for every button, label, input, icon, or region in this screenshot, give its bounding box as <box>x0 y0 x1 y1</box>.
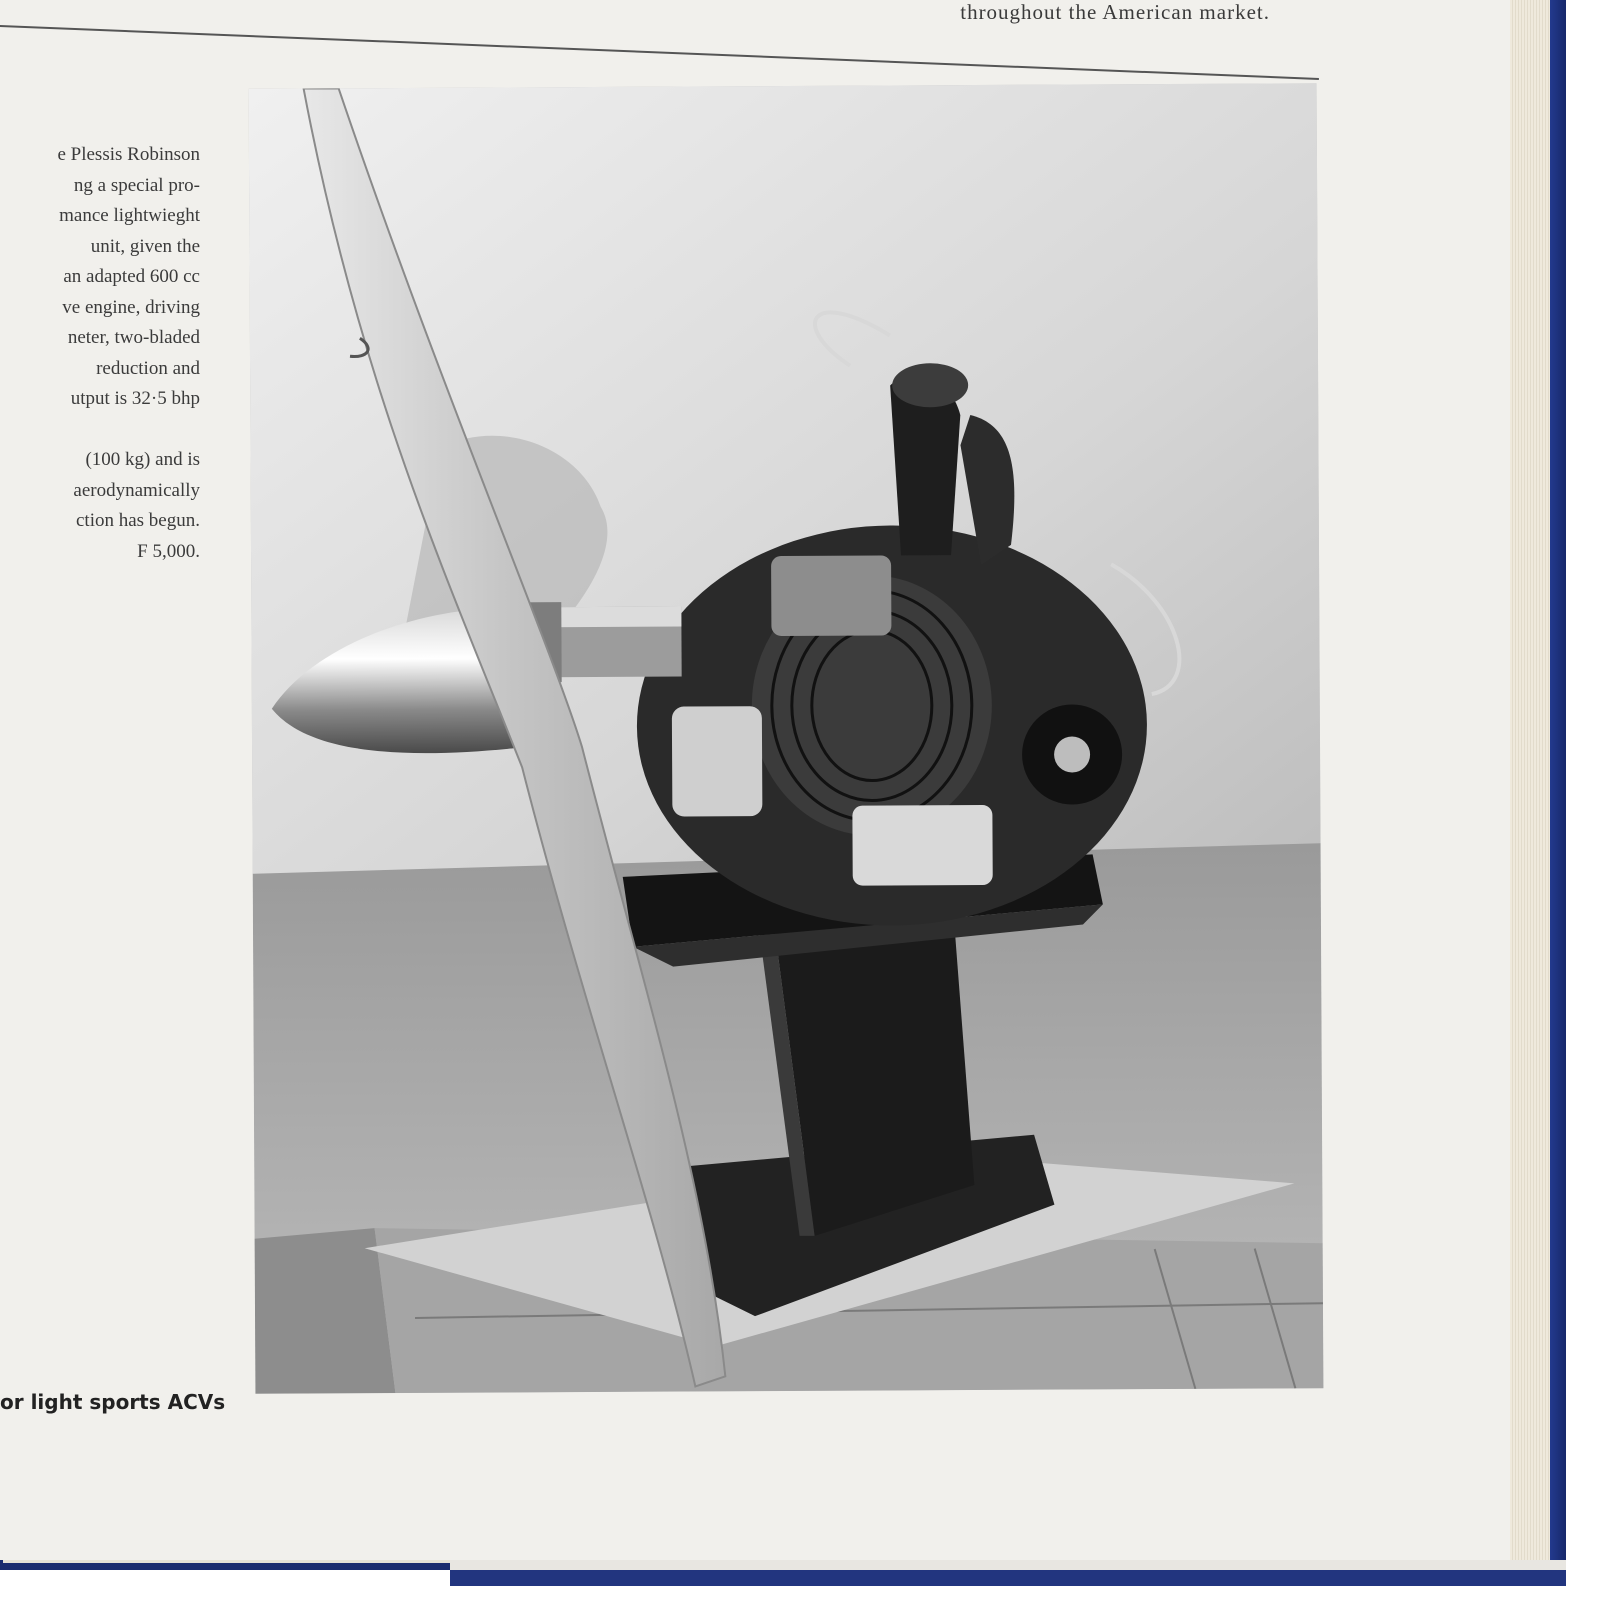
body-line: F 5,000. <box>137 540 200 562</box>
body-line: (100 kg) and is <box>85 449 200 470</box>
body-line: unit, given the <box>90 235 200 257</box>
engine-illustration <box>249 83 1324 1394</box>
body-line: e Plessis Robinson <box>57 144 200 165</box>
engine-photo <box>249 83 1324 1394</box>
top-text-line: throughout the American market. <box>960 0 1270 24</box>
body-line: ction has begun. <box>75 510 200 531</box>
body-line <box>0 415 200 446</box>
cover-edge-right <box>1550 0 1566 1590</box>
body-line: reduction and <box>96 357 200 379</box>
body-line: ve engine, driving <box>62 296 200 318</box>
body-line: neter, two-bladed <box>67 327 200 348</box>
cover-edge-bottom <box>450 1560 1566 1590</box>
figure-caption: or light sports ACVs <box>0 1390 226 1414</box>
body-paragraph <box>0 140 200 567</box>
body-line: ng a special pro- <box>73 174 200 196</box>
body-line: an adapted 600 cc <box>63 266 200 287</box>
body-line: aerodynamically <box>73 479 200 501</box>
page-edges <box>1510 0 1550 1570</box>
body-line: utput is 32·5 bhp <box>70 388 200 409</box>
body-line: mance lightwieght <box>59 205 200 226</box>
